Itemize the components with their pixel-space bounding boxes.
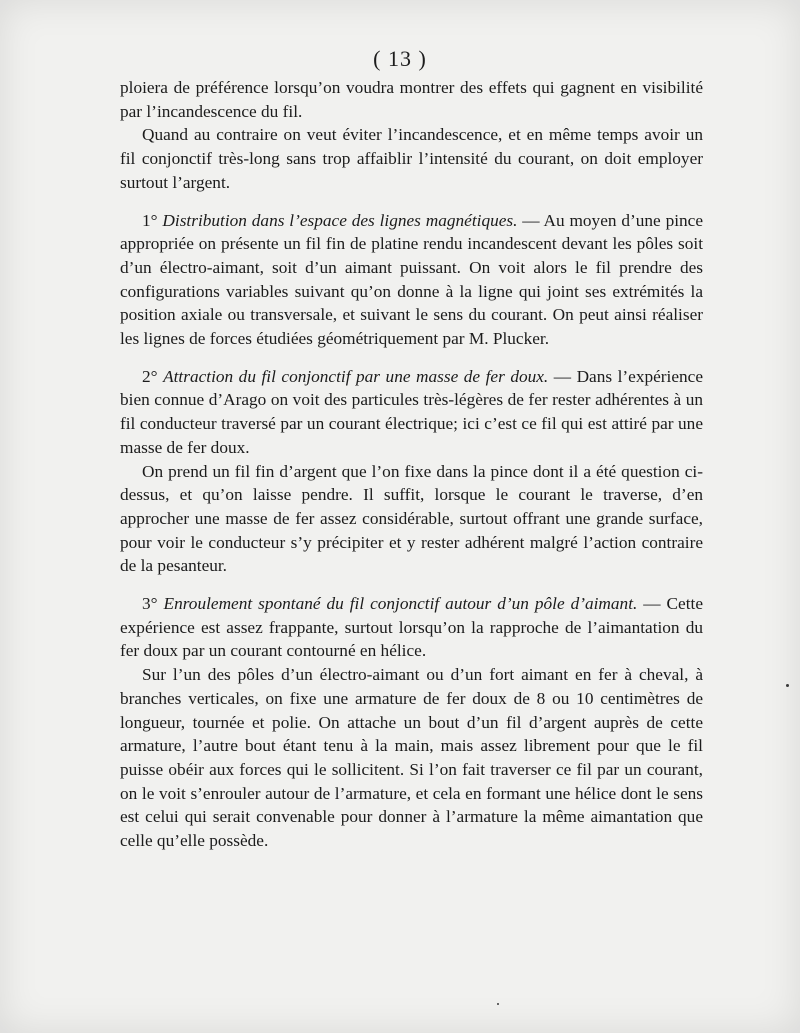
section-1-paragraph (120, 209, 703, 351)
section-2-text: — Dans l’expérience bien connue d’Arago on voit des particules très-légères de fer rester adhérentes à un fil conducteur traversé par un courant électrique; ici c’est ce fil qui est attiré par une masse de fer doux. (120, 366, 703, 457)
section-1-number: 1° (142, 210, 163, 230)
body-text (120, 76, 703, 853)
paragraph-fil-argent: On prend un fil fin d’argent que l’on fixe dans la pince dont il a été question ci-dessus, et qu’on laisse pendre. Il suffit, lorsque le courant le traverse, d’en approcher une masse de fer assez considérable, surtout offrant une grande surface, pour voir le conducteur s’y précipiter et y rester adhérent malgré l’action contraire de la pesanteur. (120, 461, 703, 576)
section-2-title: Attraction du fil conjonctif par une masse de fer doux. (163, 366, 549, 386)
paragraph-continuation: ploiera de préférence lorsqu’on voudra montrer des effets qui gagnent en visibilité par l’incandescence du fil. (120, 78, 703, 121)
paragraph-argent: Quand au contraire on veut éviter l’incandescence, et en même temps avoir un fil conjonctif très-long sans trop affaiblir l’intensité du courant, on doit employer surtout l’argent. (120, 125, 703, 192)
section-3-text: — Cette expérience est assez frappante, surtout lorsqu’on la rapproche de l’aimantation du fer doux par un courant contourné en hélice. (120, 594, 703, 661)
section-3-title: Enroulement spontané du fil conjonctif autour d’un pôle d’aimant. (163, 594, 638, 614)
section-3-paragraph (120, 592, 703, 663)
ink-speck (786, 684, 789, 687)
ink-speck (497, 1003, 499, 1005)
paragraph-electro-aimant: Sur l’un des pôles d’un électro-aimant ou d’un fort aimant en fer à cheval, à branches verticales, on fixe une armature de fer doux de 8 ou 10 centimètres de longueur, tournée et polie. On attache un bout d’un fil d’argent auprès de cette armature, l’autre bout étant tenu à la main, mais assez librement pour que le fil puisse obéir aux forces qui le sollicitent. Si l’on fait traverser ce fil par un courant, on le voit s’enrouler autour de l’armature, et cela en formant une hélice dont le sens est celui qui serait convenable pour donner à l’armature la même aimantation que celle qu’elle possède. (120, 665, 703, 851)
page-number: ( 13 ) (373, 46, 427, 71)
section-2-paragraph (120, 365, 703, 460)
section-3-number: 3° (142, 594, 164, 614)
section-1-text: — Au moyen d’une pince appropriée on présente un fil fin de platine rendu incandescent devant les pôles soit d’un électro-aimant, soit d’un aimant puissant. On voit alors le fil prendre des configurations variables suivant qu’on donne à la ligne qui joint ses extrémités la position axiale ou transversale, et suivant le sens du courant. On peut ainsi réaliser les lignes de forces étudiées géométriquement par M. Plucker. (120, 210, 703, 349)
section-1-title: Distribution dans l’espace des lignes magnétiques. (162, 210, 518, 230)
section-2-number: 2° (142, 366, 164, 386)
